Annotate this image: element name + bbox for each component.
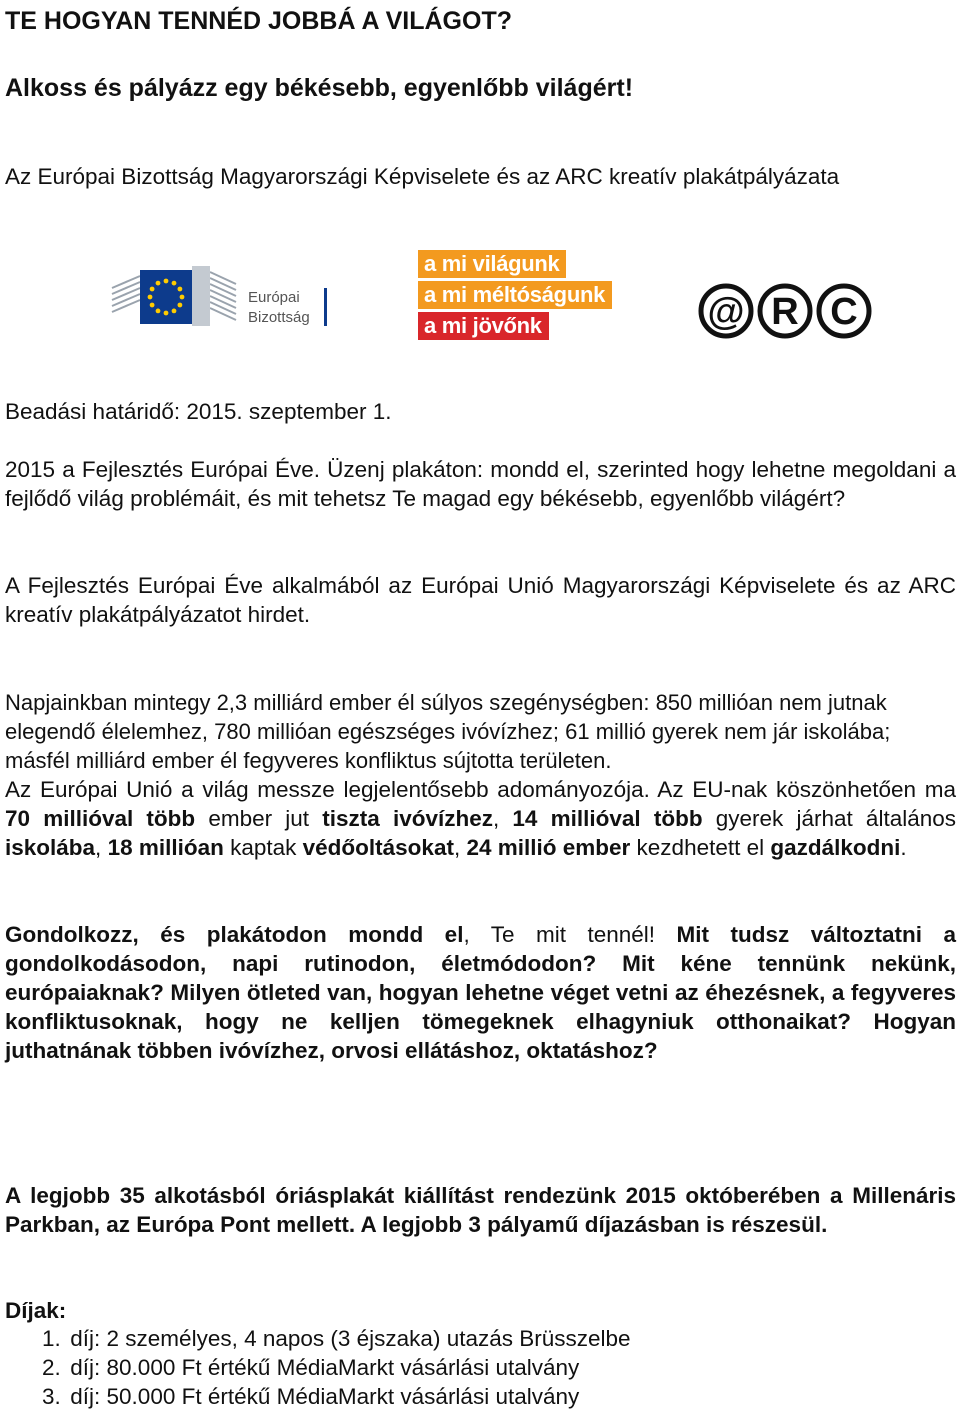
badge-line-2: a mi méltóságunk <box>418 281 612 309</box>
arc-logo <box>698 280 873 342</box>
eu-star-icon <box>178 303 183 308</box>
paragraph-call-to-action: Gondolkozz, és plakátodon mondd el, Te mit tennél! Mit tudsz változtatni a gondolkodásodon, napi rutinodon, életmódodon? Mit kéne tennünk nekünk, európaiaknak? Milyen ötleted van, hogyan lehetne véget vetni az éhezésnek, a fegyveres konfliktusoknak, hogy ne kelljen tömegeknek elhagyniuk otthonaikat? Hogyan juthatnának többen ivóvízhez, orvosi ellátáshoz, oktatáshoz? <box>5 922 956 1063</box>
eu-star-icon <box>150 287 155 292</box>
eu-logo-text-1: Európai <box>248 289 300 306</box>
prizes-list <box>42 1324 631 1411</box>
eu-star-icon <box>172 281 177 286</box>
badge-line-3: a mi jövőnk <box>418 312 549 340</box>
eu-star-icon <box>180 295 185 300</box>
eu-star-icon <box>178 287 183 292</box>
paragraph-poverty-facts: Napjainkban mintegy 2,3 milliárd ember él súlyos szegénységben: 850 millióan nem jutnak elegendő élelemhez, 780 millióan egészséges ivóvízhez; 61 millió gyerek nem jár iskolába; másfél milliárd ember él fegyveres konfliktus sújtotta területen. <box>5 690 891 773</box>
eu-star-icon <box>156 309 161 314</box>
paragraph-exhibition: A legjobb 35 alkotásból óriásplakát kiállítást rendezünk 2015 októberében a Millenáris Parkban, az Európa Pont mellett. A legjobb 3 pályamű díjazásban is részesül. <box>5 1183 956 1237</box>
prize-item: 1. díj: 2 személyes, 4 napos (3 éjszaka) utazás Brüsszelbe <box>42 1326 631 1351</box>
arc-letter-1: @ <box>707 291 745 333</box>
prize-item: 3. díj: 50.000 Ft értékű MédiaMarkt vásárlási utalvány <box>42 1384 580 1409</box>
paragraph-announcement: A Fejlesztés Európai Éve alkalmából az Európai Unió Magyarországi Képviselete és az ARC kreatív plakátpályázatot hirdet. <box>5 573 956 627</box>
arc-letter-3: C <box>830 291 858 333</box>
eu-logo-text-2: Bizottság <box>248 309 310 326</box>
page-subtitle: Alkoss és pályázz egy békésebb, egyenlőbb világért! <box>5 74 634 102</box>
eu-star-icon <box>164 311 169 316</box>
page-title: TE HOGYAN TENNÉD JOBBÁ A VILÁGOT? <box>5 7 512 35</box>
badge-line-1: a mi világunk <box>418 250 566 278</box>
paragraph-intro: 2015 a Fejlesztés Európai Éve. Üzenj plakáton: mondd el, szerinted hogy lehetne megoldani a fejlődő világ problémáit, és mit tehetsz Te magad egy békésebb, egyenlőbb világért? <box>5 457 956 511</box>
campaign-badge <box>418 250 612 343</box>
eu-star-icon <box>172 309 177 314</box>
european-commission-logo <box>110 262 330 332</box>
paragraph-eu-aid: Az Európai Unió a világ messze legjelentősebb adományozója. Az EU-nak köszönhetően ma 70 millióval több ember jut tiszta ivóvízhez, 14 millióval több gyerek járhat általános iskolába, 18 millióan kaptak védőoltásokat, 24 millió ember kezdhetett el gazdálkodni. <box>5 777 957 860</box>
prizes-heading: Díjak: <box>5 1298 67 1323</box>
deadline: Beadási határidő: 2015. szeptember 1. <box>5 399 392 424</box>
prize-item: 2. díj: 80.000 Ft értékű MédiaMarkt vásárlási utalvány <box>42 1355 580 1380</box>
eu-star-icon <box>156 281 161 286</box>
arc-letter-2: R <box>771 291 799 333</box>
eu-star-icon <box>150 303 155 308</box>
intro-heading: Az Európai Bizottság Magyarországi Képviselete és az ARC kreatív plakátpályázata <box>5 164 840 189</box>
eu-star-icon <box>148 295 153 300</box>
eu-star-icon <box>164 279 169 284</box>
